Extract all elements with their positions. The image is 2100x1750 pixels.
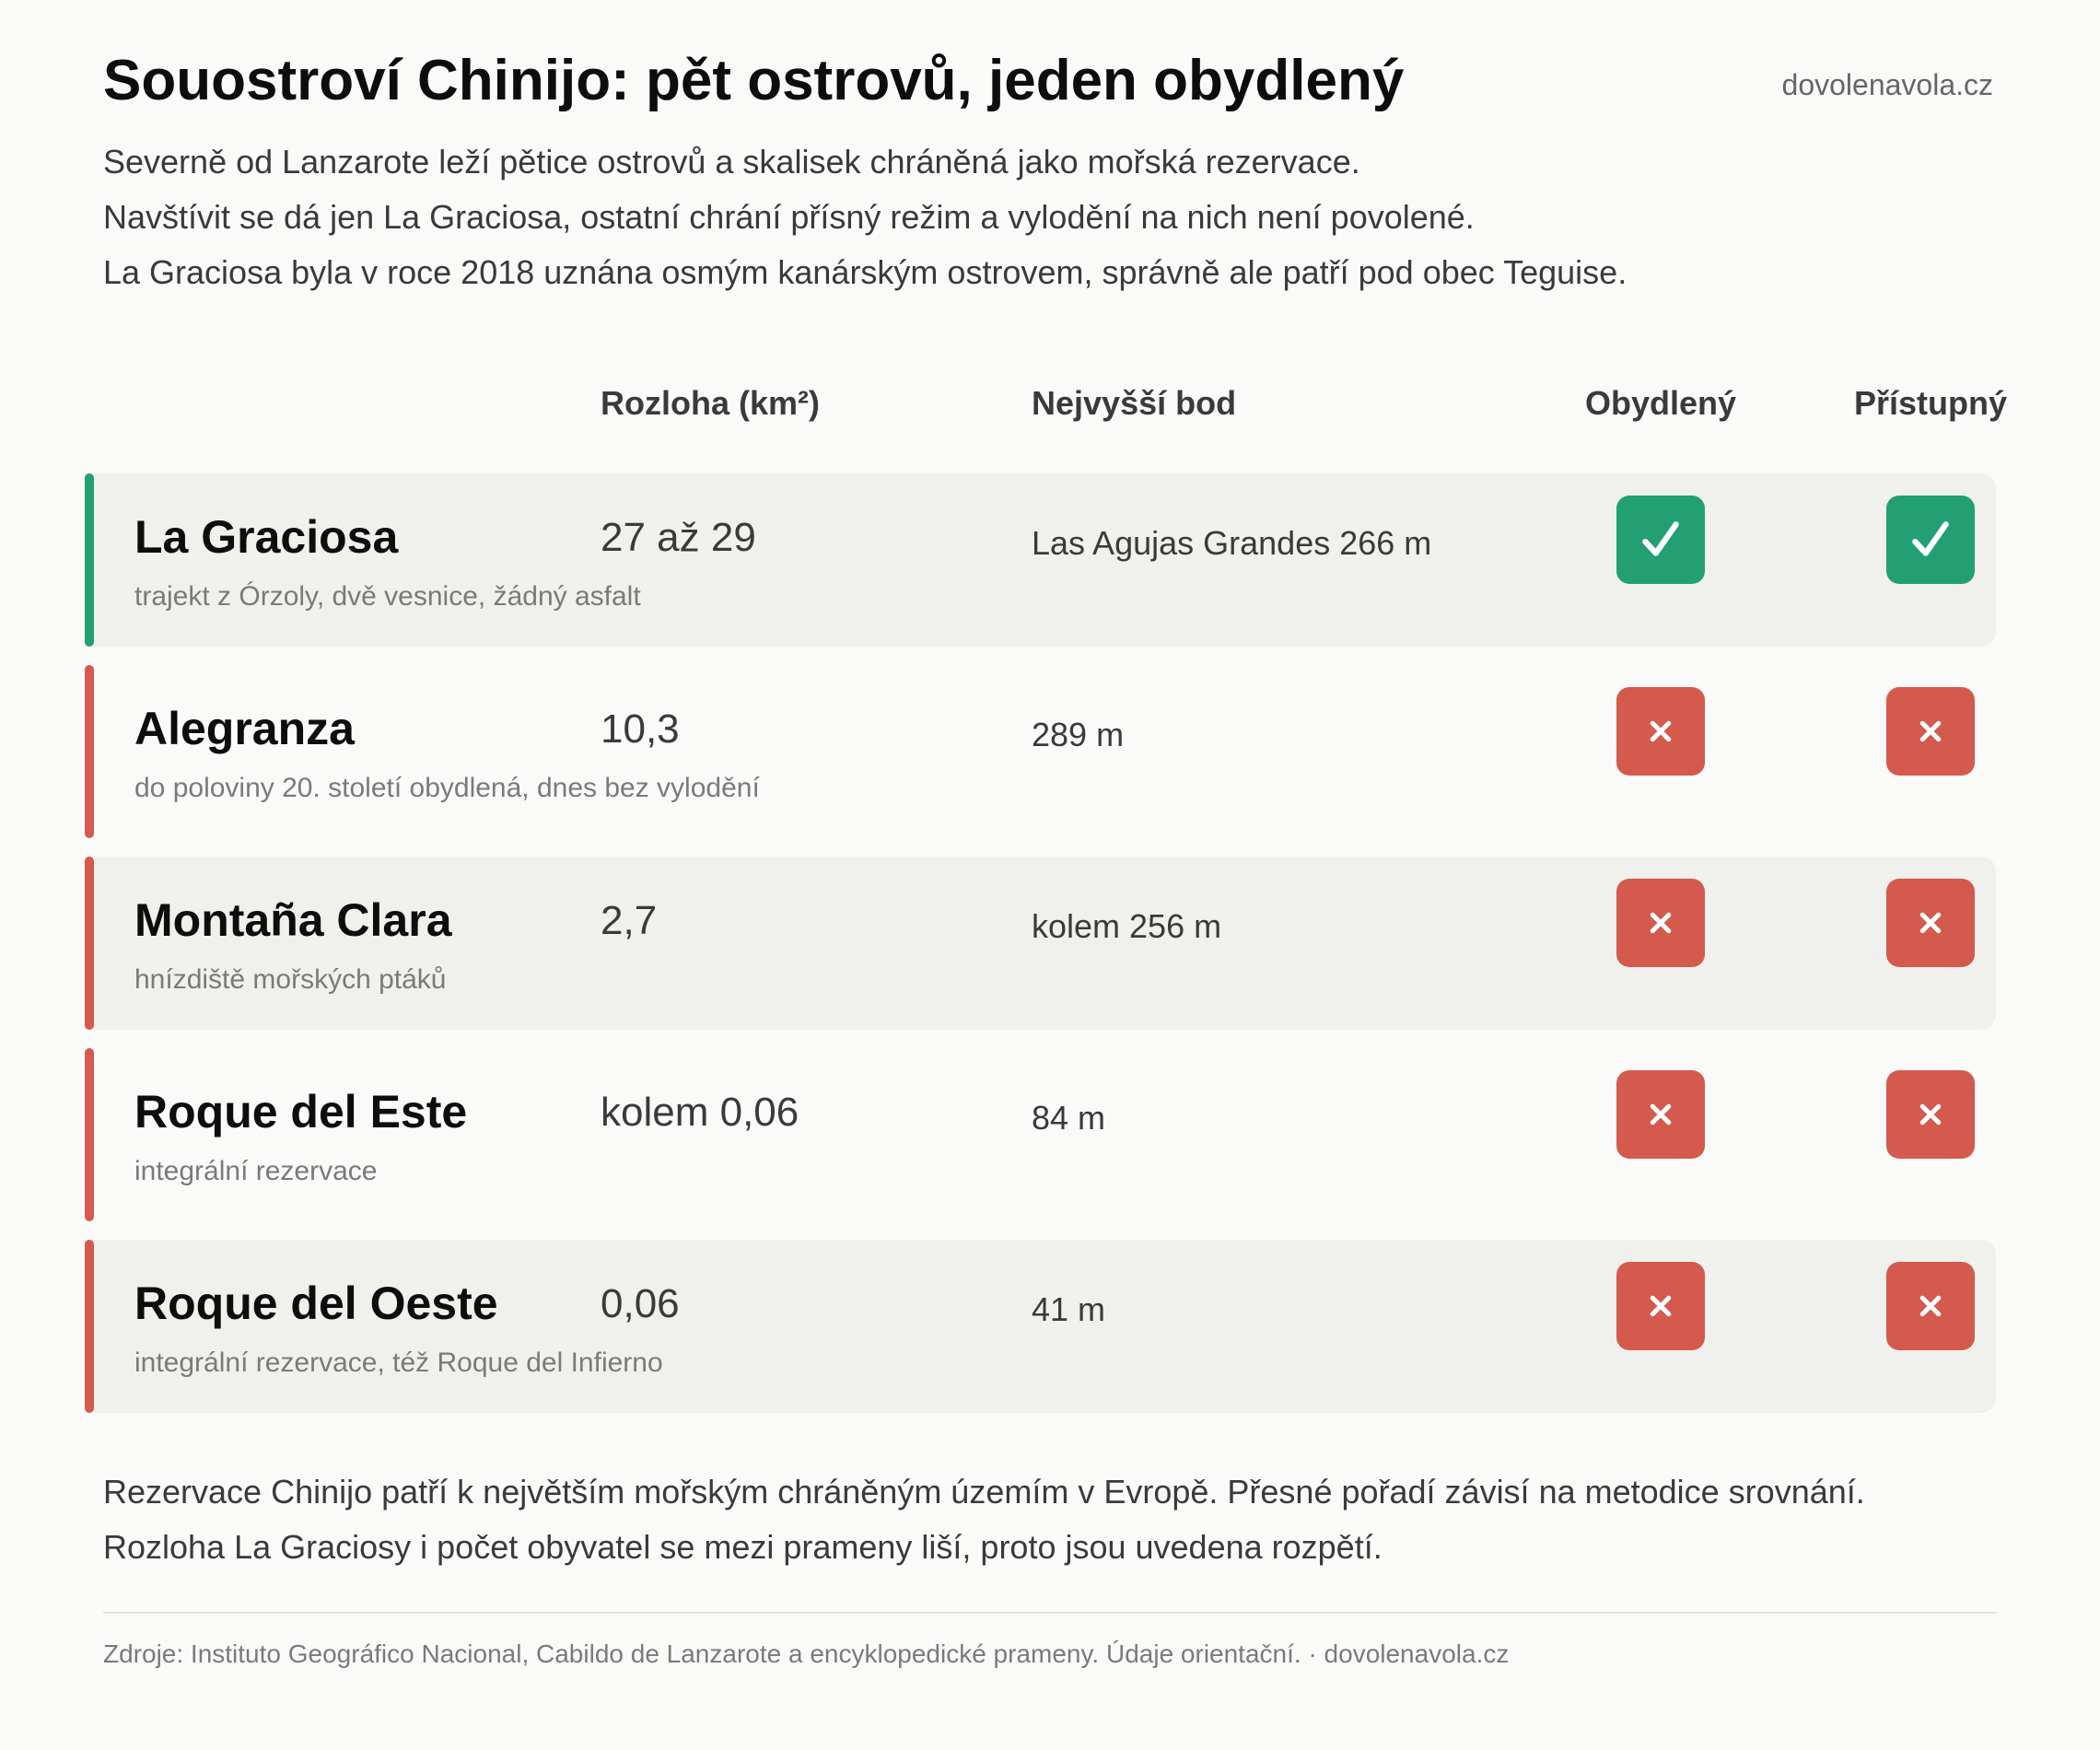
cross-icon	[1647, 1292, 1674, 1320]
island-name: Roque del Este	[134, 1086, 468, 1138]
island-name: Roque del Oeste	[134, 1278, 498, 1329]
inhabited-badge	[1616, 879, 1705, 967]
page-title: Souostroví Chinijo: pět ostrovů, jeden obydlený	[103, 49, 1405, 112]
footer-line: Rozloha La Graciosy i počet obyvatel se mezi prameny liší, proto jsou uvedena rozpětí.	[103, 1528, 1382, 1566]
cross-icon	[1647, 909, 1674, 937]
island-area: 27 až 29	[601, 515, 756, 560]
table-row	[85, 1240, 1996, 1413]
table-row	[85, 857, 1996, 1030]
cross-icon	[1917, 718, 1944, 745]
cross-icon	[1917, 1101, 1944, 1128]
divider	[103, 1612, 1997, 1614]
island-name: La Graciosa	[134, 511, 399, 563]
accessible-badge	[1886, 687, 1975, 776]
island-area: 10,3	[601, 706, 680, 752]
island-name: Alegranza	[134, 703, 355, 754]
cross-icon	[1647, 718, 1674, 745]
brand-label: dovolenavola.cz	[1781, 68, 1993, 101]
island-note: integrální rezervace	[134, 1156, 378, 1186]
accessible-badge	[1886, 1070, 1975, 1159]
accessible-badge	[1886, 879, 1975, 967]
islands-table	[85, 381, 2008, 1413]
island-peak: 84 m	[1032, 1099, 1106, 1137]
island-area: kolem 0,06	[601, 1090, 799, 1135]
table-header	[85, 381, 2008, 473]
island-peak: kolem 256 m	[1032, 907, 1222, 945]
column-header-area: Rozloha (km²)	[601, 384, 820, 422]
island-note: do poloviny 20. století obydlená, dnes bez vylodění	[134, 773, 760, 803]
row-accent-bar	[85, 1048, 94, 1221]
island-note: hnízdiště mořských ptáků	[134, 964, 447, 995]
inhabited-badge	[1616, 687, 1705, 776]
cross-icon	[1647, 1101, 1674, 1128]
island-area: 2,7	[601, 898, 658, 943]
intro	[103, 134, 1997, 300]
column-header-accessible: Přístupný	[1853, 384, 2008, 422]
accessible-badge	[1886, 496, 1975, 584]
island-peak: Las Agujas Grandes 266 m	[1032, 524, 1432, 562]
inhabited-badge	[1616, 496, 1705, 584]
intro-line: Severně od Lanzarote leží pětice ostrovů a skalisek chráněná jako mořská rezervace.	[103, 143, 1360, 181]
island-note: integrální rezervace, též Roque del Infierno	[134, 1348, 663, 1378]
intro-line: Navštívit se dá jen La Graciosa, ostatní chrání přísný režim a vylodění na nich není povolené.	[103, 198, 1475, 236]
row-accent-bar	[85, 1240, 94, 1413]
island-note: trajekt z Órzoly, dvě vesnice, žádný asfalt	[134, 581, 641, 612]
footer-notes	[103, 1464, 1997, 1575]
cross-icon	[1917, 909, 1944, 937]
footer-line: Rezervace Chinijo patří k největším mořským chráněným územím v Evropě. Přesné pořadí závisí na metodice srovnání.	[103, 1473, 1865, 1511]
row-accent-bar	[85, 665, 94, 838]
column-header-inhabited: Obydlený	[1584, 384, 1737, 422]
cross-icon	[1917, 1292, 1944, 1320]
column-header-peak: Nejvyšší bod	[1032, 384, 1237, 422]
accessible-badge	[1886, 1262, 1975, 1350]
check-icon	[1908, 517, 1954, 563]
intro-line: La Graciosa byla v roce 2018 uznána osmým kanárským ostrovem, správně ale patří pod obec Teguise.	[103, 253, 1628, 291]
island-peak: 289 m	[1032, 716, 1125, 753]
table-row	[85, 665, 1996, 838]
table-row	[85, 1048, 1996, 1221]
island-name: Montaña Clara	[134, 894, 452, 946]
inhabited-badge	[1616, 1262, 1705, 1350]
sources-note: Zdroje: Instituto Geográfico Nacional, Cabildo de Lanzarote a encyklopedické prameny. Údaje orientační. · dovolenavola.cz	[103, 1639, 1510, 1668]
header	[103, 44, 1997, 118]
row-accent-bar	[85, 473, 94, 647]
island-peak: 41 m	[1032, 1290, 1106, 1328]
island-area: 0,06	[601, 1281, 680, 1326]
check-icon	[1638, 517, 1684, 563]
row-accent-bar	[85, 857, 94, 1030]
inhabited-badge	[1616, 1070, 1705, 1159]
table-row	[85, 473, 1996, 647]
